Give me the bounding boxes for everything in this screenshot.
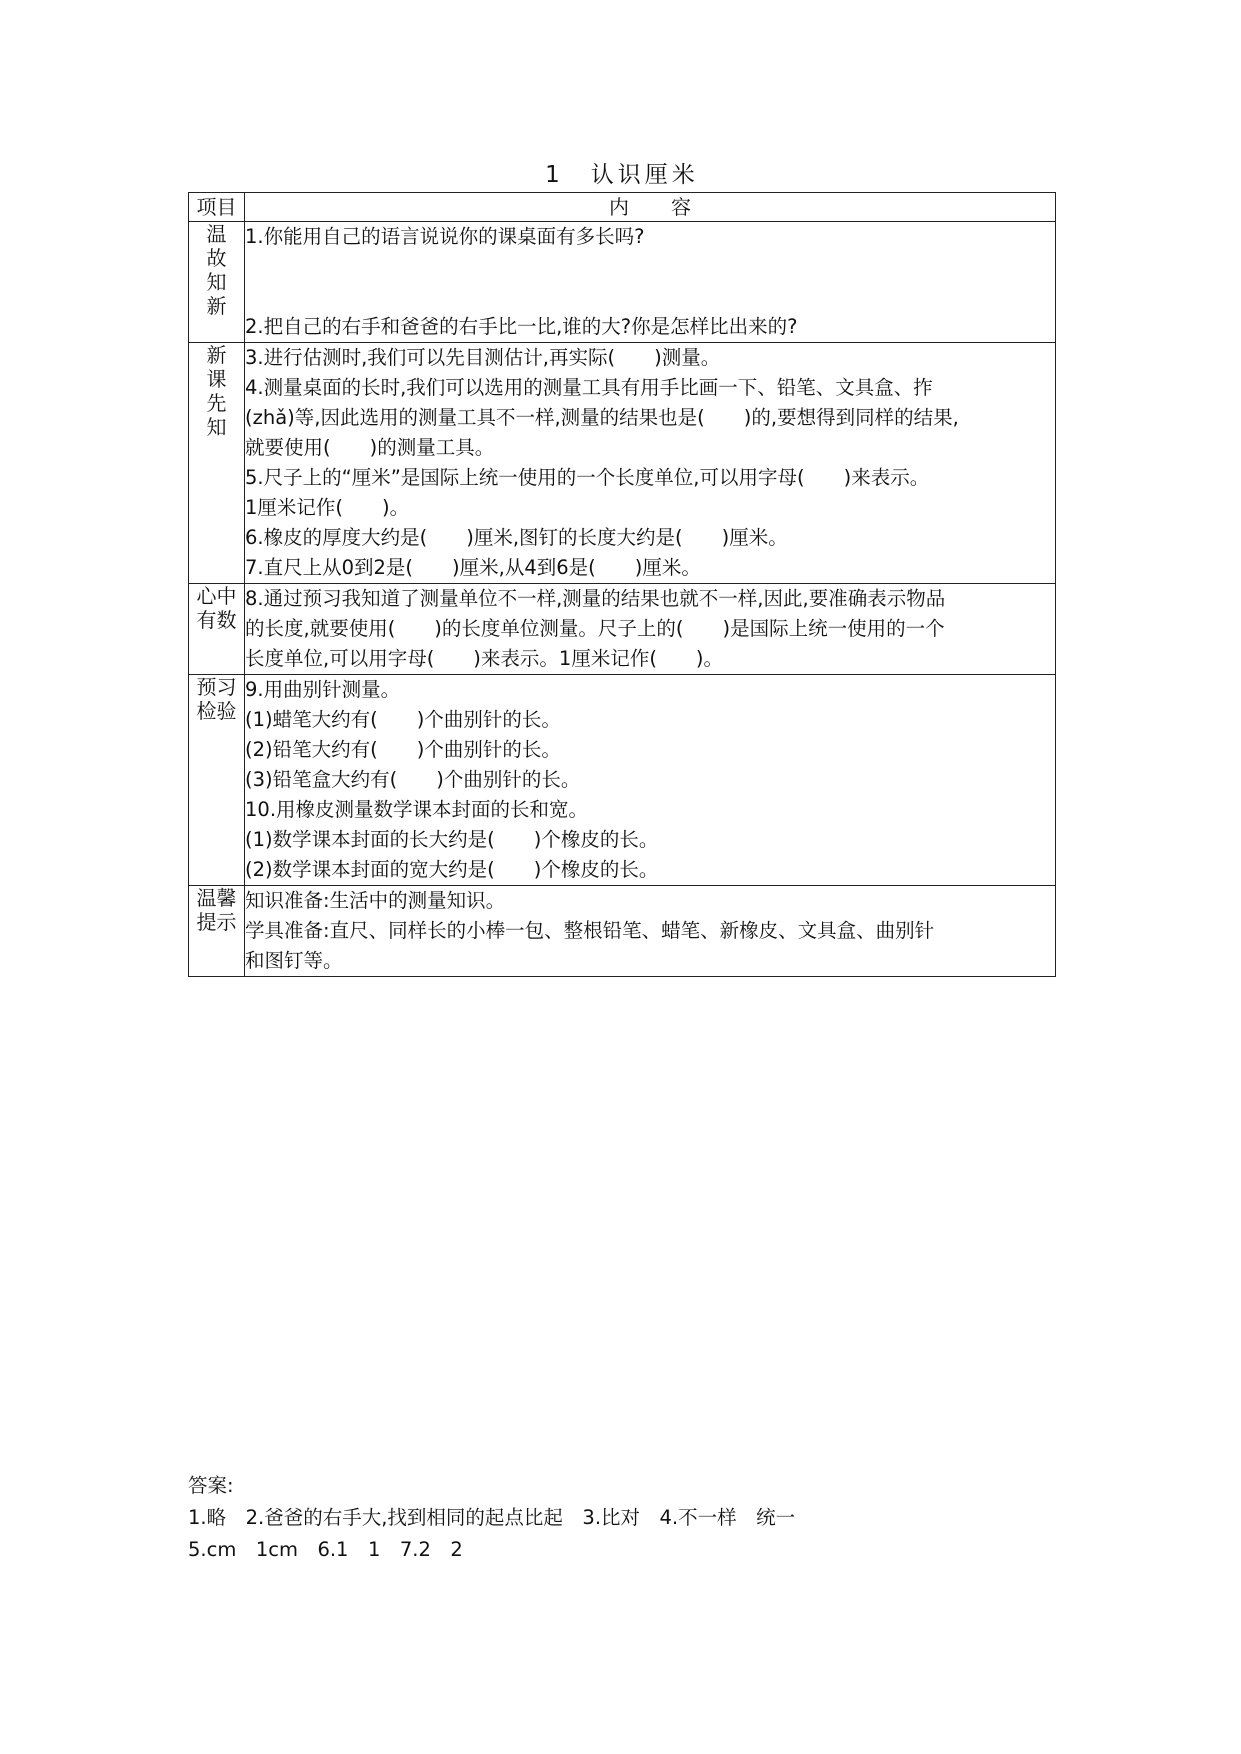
question-line: (3)铅笔盒大约有( )个曲别针的长。	[245, 768, 581, 791]
section-content	[245, 675, 1056, 886]
section-check	[189, 675, 1056, 886]
question-line: 9.用曲别针测量。	[245, 678, 401, 701]
question-line: 知识准备:生活中的测量知识。	[245, 889, 506, 912]
answer-heading: 答案:	[188, 1474, 234, 1497]
section-label: 预习检验	[189, 675, 245, 886]
section-content	[245, 343, 1056, 584]
question-line: 和图钉等。	[245, 949, 343, 972]
header-item: 项目	[189, 193, 245, 222]
question-line: (1)数学课本封面的长大约是( )个橡皮的长。	[245, 828, 659, 851]
answer-space	[245, 252, 1055, 312]
section-label: 心中有数	[189, 584, 245, 675]
answer-key	[188, 1470, 1048, 1566]
section-tips	[189, 886, 1056, 977]
question-line: (1)蜡笔大约有( )个曲别针的长。	[245, 708, 561, 731]
preview-table	[188, 192, 1056, 977]
section-new-lesson	[189, 343, 1056, 584]
question-line: 5.尺子上的“厘米”是国际上统一使用的一个长度单位,可以用字母( )来表示。	[245, 466, 930, 489]
section-content	[245, 222, 1056, 343]
question-line: 的长度,就要使用( )的长度单位测量。尺子上的( )是国际上统一使用的一个	[245, 617, 945, 640]
question-line: 1.你能用自己的语言说说你的课桌面有多长吗?	[245, 225, 645, 248]
answer-line: 1.略 2.爸爸的右手大,找到相同的起点比起 3.比对 4.不一样 统一	[188, 1506, 796, 1529]
section-review	[189, 222, 1056, 343]
question-line: 4.测量桌面的长时,我们可以选用的测量工具有用手比画一下、铅笔、文具盒、拃	[245, 376, 933, 399]
question-line: 7.直尺上从0到2是( )厘米,从4到6是( )厘米。	[245, 556, 701, 579]
question-line: 6.橡皮的厚度大约是( )厘米,图钉的长度大约是( )厘米。	[245, 526, 788, 549]
header-content: 内容	[245, 193, 1056, 222]
section-label: 新课先知	[189, 343, 245, 584]
section-label: 温故知新	[189, 222, 245, 343]
section-summary	[189, 584, 1056, 675]
question-line: 2.把自己的右手和爸爸的右手比一比,谁的大?你是怎样比出来的?	[245, 315, 798, 338]
question-line: (zhǎ)等,因此选用的测量工具不一样,测量的结果也是( )的,要想得到同样的结果,	[245, 406, 959, 429]
answer-line: 5.cm 1cm 6.1 1 7.2 2	[188, 1538, 463, 1561]
table-header-row	[189, 193, 1056, 222]
section-content	[245, 886, 1056, 977]
section-label: 温馨提示	[189, 886, 245, 977]
question-line: 8.通过预习我知道了测量单位不一样,测量的结果也就不一样,因此,要准确表示物品	[245, 587, 946, 610]
question-line: 长度单位,可以用字母( )来表示。1厘米记作( )。	[245, 647, 724, 670]
section-content	[245, 584, 1056, 675]
question-line: (2)铅笔大约有( )个曲别针的长。	[245, 738, 561, 761]
question-line: 学具准备:直尺、同样长的小棒一包、整根铅笔、蜡笔、新橡皮、文具盒、曲别针	[245, 919, 935, 942]
question-line: 就要使用( )的测量工具。	[245, 436, 495, 459]
question-line: 3.进行估测时,我们可以先目测估计,再实际( )测量。	[245, 346, 721, 369]
question-line: 1厘米记作( )。	[245, 496, 410, 519]
question-line: 10.用橡皮测量数学课本封面的长和宽。	[245, 798, 589, 821]
question-line: (2)数学课本封面的宽大约是( )个橡皮的长。	[245, 858, 659, 881]
page-title: 1 认识厘米	[545, 162, 699, 188]
